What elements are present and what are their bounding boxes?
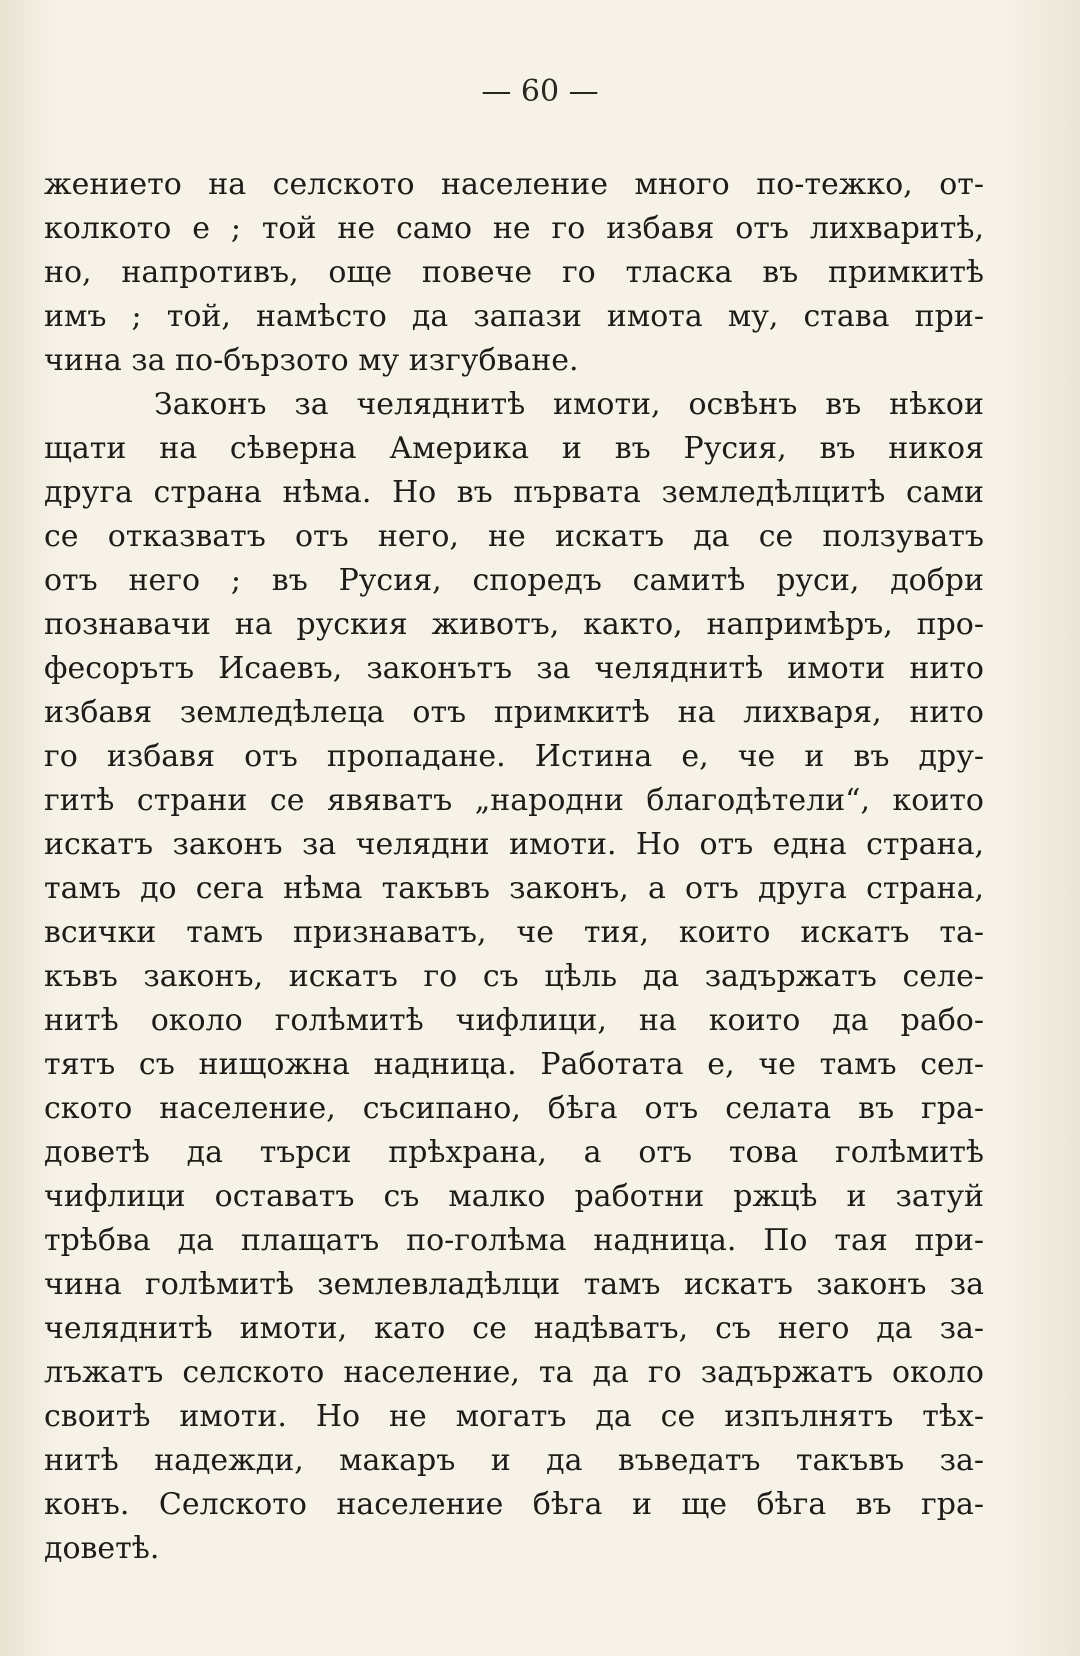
text-line: отъ него ; въ Русия, споредъ самитѣ руси, добри xyxy=(44,563,984,598)
text-line: чина за по-бързото му изгубване. xyxy=(44,343,579,378)
text-line: конъ. Селското население бѣга и ще бѣга въ гра- xyxy=(44,1487,984,1522)
page-number: — 60 — xyxy=(481,74,599,109)
text-line: ското население, съсипано, бѣга отъ селата въ гра- xyxy=(44,1091,984,1126)
text-line: трѣбва да плащатъ по-голѣма надница. По тая при- xyxy=(44,1223,984,1258)
text-line: чифлици оставатъ съ малко работни ржцѣ и затуй xyxy=(44,1179,984,1214)
text-line: имъ ; той, намѣсто да запази имота му, става при- xyxy=(44,299,984,334)
text-line: тамъ до сега нѣма такъвъ законъ, а отъ друга страна, xyxy=(44,871,984,906)
text-line: челяднитѣ имоти, като се надѣватъ, съ него да за- xyxy=(44,1311,984,1346)
text-line: нитѣ надежди, макаръ и да въведатъ такъвъ за- xyxy=(44,1443,984,1478)
text-line: избавя земледѣлеца отъ примкитѣ на лихваря, нито xyxy=(44,695,984,730)
text-line: го избавя отъ пропадане. Истина е, че и въ дру- xyxy=(44,739,984,774)
text-line: искатъ законъ за челядни имоти. Но отъ една страна, xyxy=(44,827,984,862)
text-line: доветѣ. xyxy=(44,1531,160,1566)
text-line: познавачи на руския животъ, както, напримѣръ, про- xyxy=(44,607,984,642)
text-line: своитѣ имоти. Но не могатъ да се изпълнятъ тѣх- xyxy=(44,1399,984,1434)
text-line: жението на селското население много по-тежко, от- xyxy=(44,167,984,202)
text-line: къвъ законъ, искатъ го съ цѣль да задържатъ селе- xyxy=(44,959,984,994)
text-line: колкото е ; той не само не го избавя отъ лихваритѣ, xyxy=(44,211,984,246)
body-text xyxy=(44,163,984,1571)
text-line: лъжатъ селското население, та да го задържатъ около xyxy=(44,1355,984,1390)
text-line: всички тамъ признаватъ, че тия, които искатъ та- xyxy=(44,915,984,950)
text-line: доветѣ да търси прѣхрана, а отъ това голѣмитѣ xyxy=(44,1135,984,1170)
text-line: щати на сѣверна Америка и въ Русия, въ никоя xyxy=(44,431,984,466)
text-line: Законъ за челяднитѣ имоти, освѣнъ въ нѣкои xyxy=(154,387,984,422)
text-line: се отказватъ отъ него, не искатъ да се ползуватъ xyxy=(44,519,984,554)
text-line: чина голѣмитѣ землевладѣлци тамъ искатъ законъ за xyxy=(44,1267,984,1302)
text-line: друга страна нѣма. Но въ първата земледѣлцитѣ сами xyxy=(44,475,984,510)
text-line: гитѣ страни се явяватъ „народни благодѣтели“, които xyxy=(44,783,984,818)
text-line: фесорътъ Исаевъ, законътъ за челяднитѣ имоти нито xyxy=(44,651,984,686)
text-line: нитѣ около голѣмитѣ чифлици, на които да рабо- xyxy=(44,1003,984,1038)
text-line: но, напротивъ, още повече го тласка въ примкитѣ xyxy=(44,255,984,290)
text-line: тятъ съ нищожна надница. Работата е, че тамъ сел- xyxy=(44,1047,984,1082)
